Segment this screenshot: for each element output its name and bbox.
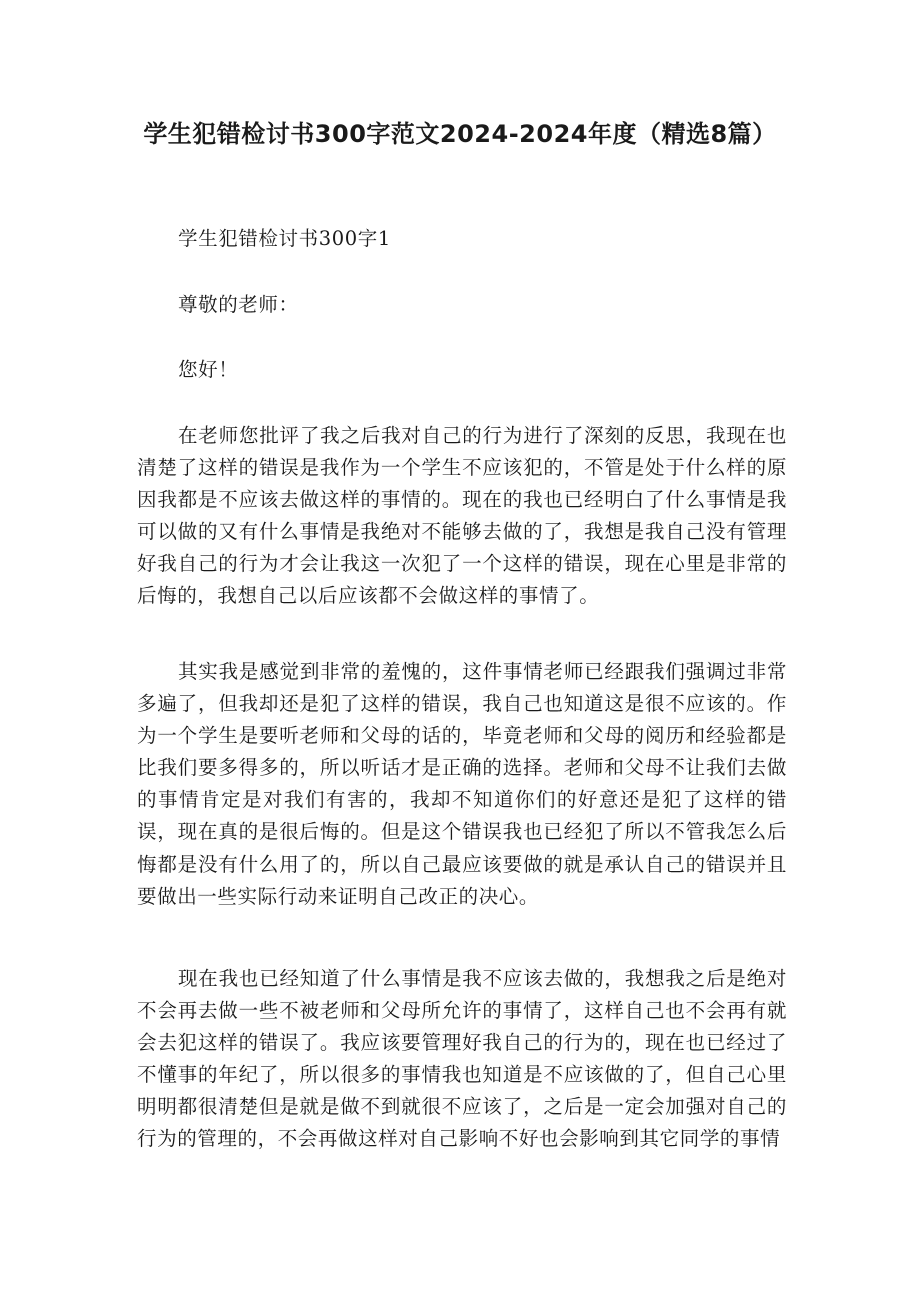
salutation: 尊敬的老师：	[178, 293, 299, 316]
greeting: 您好！	[178, 358, 239, 381]
body-paragraph-3: 现在我也已经知道了什么事情是我不应该去做的，我想我之后是绝对不会再去做一些不被老师和父母所允许的事情了，这样自己也不会再有就会去犯这样的错误了。我应该要管理好我自己的行为的，现在也已经过了不懂事的年纪了，所以很多的事情我也知道是不应该做的了，但自己心里明明都很清楚但是就是做不到就很不应该了，之后是一定会加强对自己的行为的管理的，不会再做这样对自己影响不好也会影响到其它同学的事情	[137, 967, 787, 1151]
section-heading: 学生犯错检讨书300字1	[178, 227, 391, 250]
document-title: 学生犯错检讨书300字范文2024-2024年度（精选8篇）	[143, 120, 777, 148]
body-paragraph-2: 其实我是感觉到非常的羞愧的，这件事情老师已经跟我们强调过非常多遍了，但我却还是犯了这样的错误，我自己也知道这是很不应该的。作为一个学生是要听老师和父母的话的，毕竟老师和父母的阅历和经验都是比我们要多得多的，所以听话才是正确的选择。老师和父母不让我们去做的事情肯定是对我们有害的，我却不知道你们的好意还是犯了这样的错误，现在真的是很后悔的。但是这个错误我也已经犯了所以不管我怎么后悔都是没有什么用了的，所以自己最应该要做的就是承认自己的错误并且要做出一些实际行动来证明自己改正的决心。	[137, 660, 787, 908]
body-paragraph-1: 在老师您批评了我之后我对自己的行为进行了深刻的反思，我现在也清楚了这样的错误是我作为一个学生不应该犯的，不管是处于什么样的原因我都是不应该去做这样的事情的。现在的我也已经明白了什么事情是我可以做的又有什么事情是我绝对不能够去做的了，我想是我自己没有管理好我自己的行为才会让我这一次犯了一个这样的错误，现在心里是非常的后悔的，我想自己以后应该都不会做这样的事情了。	[137, 424, 787, 608]
